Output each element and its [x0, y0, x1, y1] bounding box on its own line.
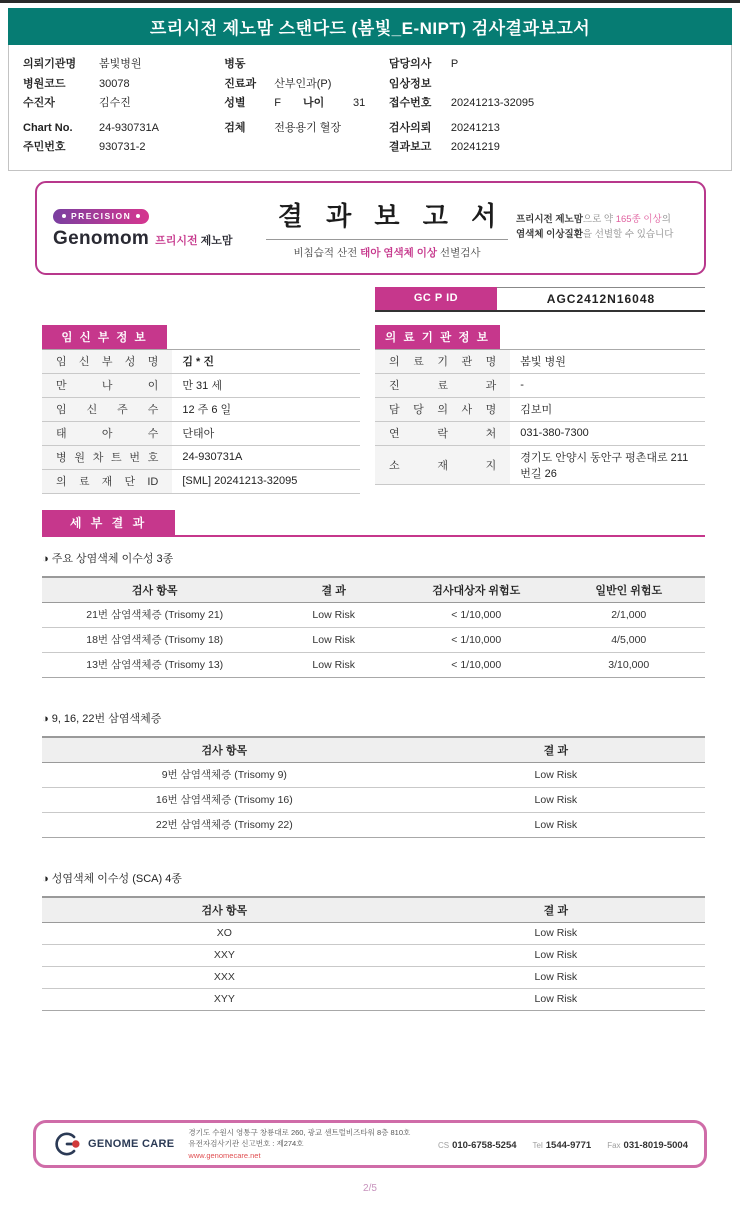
result-cell: 9번 삼염색체증 (Trisomy 9) [42, 762, 407, 787]
field-label: 의뢰기관명 [23, 58, 77, 70]
column-header: 결 과 [407, 897, 705, 923]
column-header: 검사 항목 [42, 737, 407, 763]
field-label: 성별 [224, 97, 246, 109]
field-label: Chart No. [23, 121, 73, 134]
page-indicator: 2/5 [363, 1183, 377, 1194]
field-label: 진료과 [224, 77, 257, 90]
patient-info-row [389, 75, 717, 95]
field-label: 의 료 재 단 ID [42, 470, 172, 493]
field-value: 24-930731A [182, 451, 243, 463]
result-sections [42, 550, 705, 1011]
field-value: 단태아 [182, 428, 215, 440]
badge-label: PRECISION [71, 211, 132, 222]
field-value: 930731-2 [99, 141, 146, 153]
result-cell: 4/5,000 [552, 627, 705, 652]
result-row [42, 922, 705, 944]
field-value: 31 [352, 97, 366, 109]
result-cell: 13번 삼염색체증 (Trisomy 13) [42, 652, 267, 677]
patient-info-column-3 [377, 55, 717, 158]
field-value: 20241213-32095 [450, 97, 535, 109]
clinic-info-row [375, 374, 705, 398]
section-title: ◑ 9, 16, 22번 삼염색체증 [42, 712, 162, 725]
result-cell: Low Risk [407, 988, 705, 1010]
result-row [42, 652, 705, 677]
field-label: 소 재 지 [375, 446, 510, 484]
patient-info-row [389, 138, 717, 158]
result-cell: Low Risk [407, 966, 705, 988]
clinic-info-row [375, 398, 705, 422]
field-label: 결과보고 [388, 141, 432, 153]
mother-info-row [42, 398, 360, 422]
result-cell: Low Risk [267, 652, 400, 677]
section-title: ◑ 성염색체 이수성 (SCA) 4종 [42, 872, 182, 885]
column-header: 검사 항목 [42, 577, 267, 603]
report-title-text: 결 과 보 고 서 [266, 196, 508, 240]
clinic-info-table [375, 325, 705, 485]
field-label: 검사의뢰 [388, 121, 432, 134]
field-label: 태 아 수 [42, 422, 172, 445]
precision-badge [53, 209, 149, 224]
patient-info-row [224, 94, 377, 114]
logo-sub-dark: 제노맘 [200, 234, 233, 247]
field-value: 봄빛 병원 [520, 356, 566, 368]
patient-info-column-2 [224, 55, 377, 158]
address-line-1: 경기도 수원시 영통구 창룡대로 260, 광교 센트럴비즈타워 8층 810호 [188, 1128, 411, 1138]
gcp-id-row [375, 287, 705, 312]
logo-wordmark: Genomom [53, 227, 150, 249]
result-row [42, 812, 705, 837]
result-row [42, 627, 705, 652]
field-label: 연 락 처 [375, 422, 510, 445]
field-label: 담 당 의 사 명 [375, 398, 510, 421]
field-value: 24-930731A [99, 121, 159, 134]
field-value: - [520, 379, 524, 391]
result-cell: 21번 삼염색체증 (Trisomy 21) [42, 602, 267, 627]
field-value: P [450, 58, 459, 70]
result-cell: 22번 삼염색체증 (Trisomy 22) [42, 812, 407, 837]
field-label: 주민번호 [23, 141, 66, 153]
badge-dot-icon [62, 214, 66, 218]
patient-info-row [23, 94, 224, 114]
contact-value: 1544-9771 [545, 1140, 592, 1151]
result-row [42, 988, 705, 1010]
result-table [42, 896, 705, 1011]
logo-sub-pink: 프리시전 [155, 234, 198, 247]
column-header: 결 과 [267, 577, 400, 603]
field-label: 임 신 부 성 명 [42, 350, 172, 373]
result-cell: XYY [42, 988, 407, 1010]
result-cell: < 1/10,000 [400, 652, 552, 677]
clinic-info-row [375, 446, 705, 485]
result-cell: XXX [42, 966, 407, 988]
genomecare-logo-text: GENOME CARE [88, 1138, 175, 1150]
report-header-box [35, 181, 706, 275]
details-header-label: 세 부 결 과 [42, 510, 175, 535]
column-header: 결 과 [407, 737, 705, 763]
result-cell: 3/10,000 [552, 652, 705, 677]
clinic-info-body [375, 349, 705, 485]
mother-info-row [42, 350, 360, 374]
footer [33, 1120, 707, 1168]
window-top-edge [0, 0, 740, 3]
result-cell: Low Risk [407, 762, 705, 787]
mother-info-table [42, 325, 360, 494]
mother-info-row [42, 374, 360, 398]
result-row [42, 944, 705, 966]
clinic-info-header: 의 료 기 관 정 보 [375, 325, 500, 349]
info-tables [42, 325, 705, 494]
contact-label: CS [437, 1141, 450, 1150]
result-cell: Low Risk [407, 922, 705, 944]
mother-info-body [42, 349, 360, 494]
field-value: 만 31 세 [182, 380, 222, 392]
genomecare-logo-icon [52, 1130, 82, 1158]
contact-fax [607, 1135, 688, 1153]
result-section-1 [42, 550, 705, 678]
result-cell: XO [42, 922, 407, 944]
result-table [42, 736, 705, 838]
mother-info-header: 임 신 부 정 보 [42, 325, 167, 349]
badge-dot-icon [136, 214, 140, 218]
clinic-info-row [375, 422, 705, 446]
details-section-header [42, 510, 705, 537]
field-value: 산부인과(P) [274, 77, 332, 90]
patient-info-row [389, 94, 717, 114]
result-section-2 [42, 710, 705, 838]
patient-info-row [224, 55, 377, 75]
contact-label: Fax [607, 1141, 621, 1150]
patient-info-row [23, 119, 224, 139]
result-row [42, 787, 705, 812]
field-value: [SML] 20241213-32095 [182, 475, 298, 487]
column-header: 검사대상자 위험도 [400, 577, 552, 603]
result-cell: Low Risk [407, 787, 705, 812]
field-label: 의 료 기 관 명 [375, 350, 510, 373]
patient-info-row [23, 55, 224, 75]
gcp-id-value: AGC2412N16048 [497, 287, 705, 310]
patient-info-row [23, 75, 224, 95]
field-value: 김보미 [520, 404, 553, 416]
report-title-bar: 프리시전 제노맘 스탠다드 (봄빛_E-NIPT) 검사결과보고서 [8, 8, 732, 45]
genomecare-logo [52, 1130, 174, 1158]
address-line-2: 유전자검사기관 신고번호 : 제274호 [188, 1139, 304, 1149]
result-cell: XXY [42, 944, 407, 966]
contact-tel [533, 1135, 592, 1153]
field-label: 병동 [224, 58, 246, 70]
field-label: 병 원 차 트 번 호 [42, 446, 172, 469]
contact-cs [438, 1135, 517, 1153]
result-cell: Low Risk [407, 812, 705, 837]
contact-value: 010-6758-5254 [452, 1140, 517, 1151]
field-label: 만 나 이 [42, 374, 172, 397]
clinic-info-row [375, 350, 705, 374]
field-value: 12 주 6 일 [182, 404, 232, 416]
report-main-title [258, 196, 516, 260]
field-value: 김수진 [99, 97, 131, 109]
contact-value: 031-8019-5004 [623, 1140, 688, 1151]
field-value: 031-380-7300 [520, 427, 589, 439]
result-cell: < 1/10,000 [400, 627, 552, 652]
logo-line [53, 228, 258, 250]
field-value: F [274, 97, 281, 109]
footer-contacts [438, 1135, 688, 1153]
field-label: 담당의사 [388, 58, 432, 70]
field-label: 검체 [224, 121, 246, 134]
field-label: 임 신 주 수 [42, 398, 172, 421]
result-cell: 2/1,000 [552, 602, 705, 627]
field-value: 30078 [99, 77, 130, 90]
report-content [42, 287, 705, 1011]
result-cell: Low Risk [267, 627, 400, 652]
field-value: 봄빛병원 [99, 58, 142, 70]
report-note: 프리시전 제노맘으로 약 165종 이상의 염색체 이상질환을 선별할 수 있습니다 [516, 213, 674, 240]
section-title: ◑ 주요 상염색체 이수성 3종 [42, 552, 174, 565]
field-value: 20241219 [450, 141, 500, 153]
genomom-logo [53, 205, 258, 250]
field-value: 20241213 [450, 121, 500, 134]
field-value: 전용용기 혈장 [274, 121, 342, 134]
result-row [42, 602, 705, 627]
result-table [42, 576, 705, 678]
field-label: 병원코드 [23, 77, 66, 90]
footer-address [188, 1127, 410, 1161]
contact-label: Tel [532, 1141, 543, 1150]
result-section-3 [42, 870, 705, 1011]
field-label: 진 료 과 [375, 374, 510, 397]
mother-info-row [42, 470, 360, 494]
field-label: 나이 [302, 97, 325, 109]
result-row [42, 966, 705, 988]
patient-info-row [389, 119, 717, 139]
result-row [42, 762, 705, 787]
patient-info-row [389, 55, 717, 75]
patient-info-column-1 [23, 55, 224, 158]
column-header: 검사 항목 [42, 897, 407, 923]
patient-info-row [23, 138, 224, 158]
column-header: 일반인 위험도 [552, 577, 705, 603]
website-link[interactable]: www.genomecare.net [188, 1150, 261, 1160]
field-value: 경기도 안양시 동안구 평촌대로 211번길 26 [520, 451, 689, 480]
result-cell: 16번 삼염색체증 (Trisomy 16) [42, 787, 407, 812]
field-label: 임상정보 [388, 77, 432, 90]
field-label: 수진자 [23, 97, 55, 109]
result-cell: < 1/10,000 [400, 602, 552, 627]
result-cell: 18번 삼염색체증 (Trisomy 18) [42, 627, 267, 652]
patient-info-panel [8, 45, 732, 171]
report-subtitle: 비침습적 산전 태아 염색체 이상 선별검사 [293, 246, 481, 259]
patient-info-row [224, 75, 377, 95]
mother-info-row [42, 446, 360, 470]
patient-info-row [224, 119, 377, 139]
result-cell: Low Risk [267, 602, 400, 627]
gcp-id-label: GC P ID [375, 287, 497, 310]
mother-info-row [42, 422, 360, 446]
field-label: 접수번호 [388, 97, 432, 109]
field-value: 김 * 진 [182, 356, 215, 368]
result-cell: Low Risk [407, 944, 705, 966]
